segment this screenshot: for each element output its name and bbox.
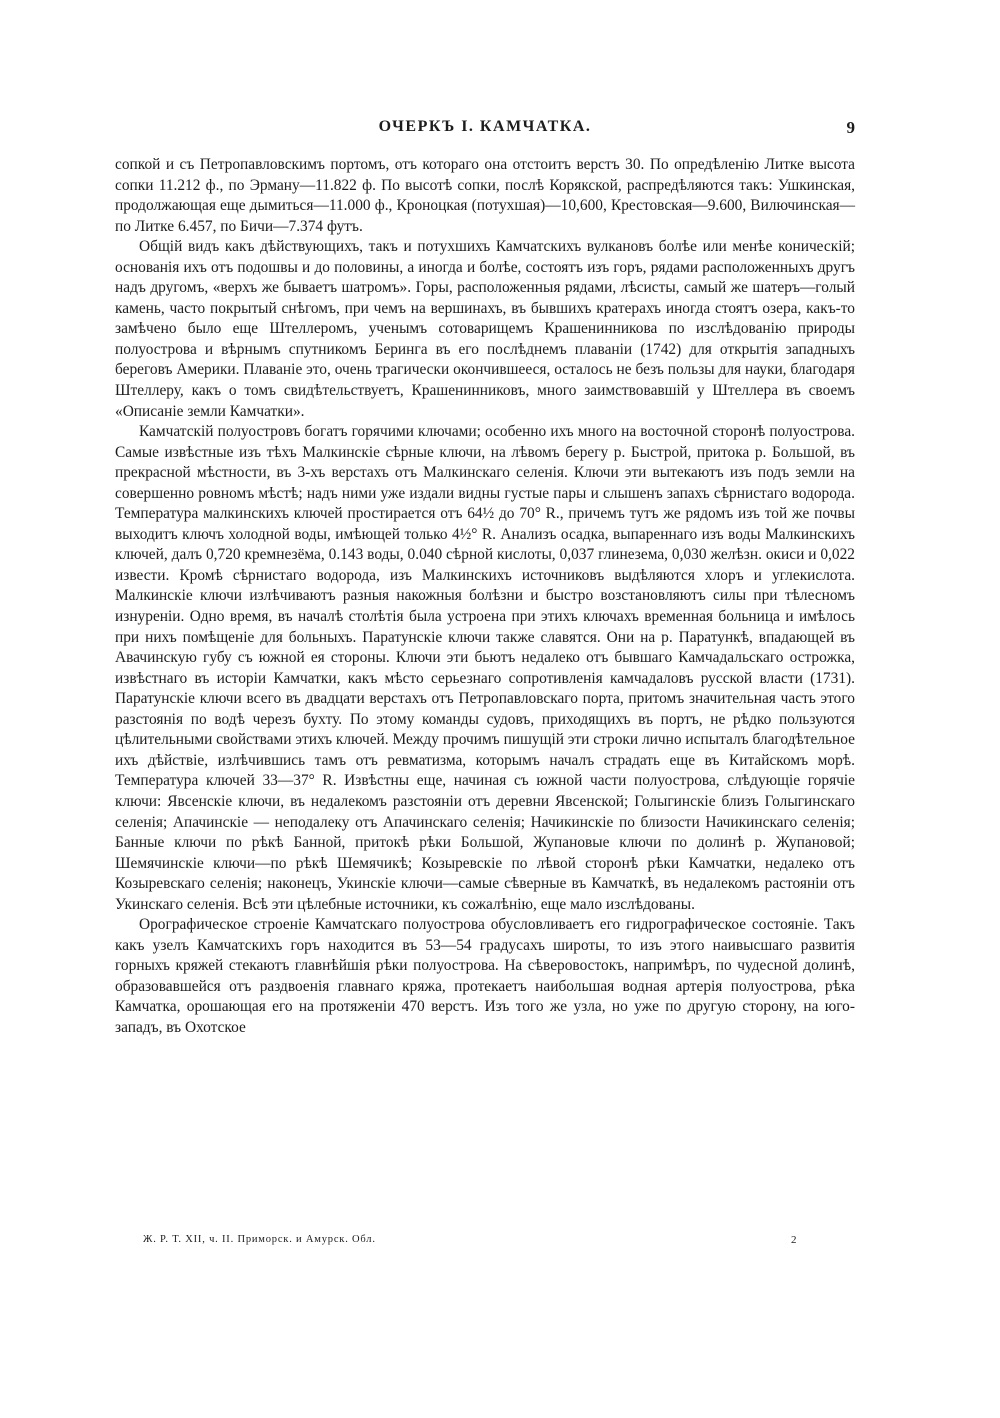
paragraph-4: Орографическое строеніе Камчатскаго полуострова обусловливаетъ его гидрографическое состояніе. Такъ какъ узелъ Камчатскихъ горъ находится въ 53—54 градусахъ широты, то изъ этого наивысшаго развитія горныхъ кряжей стекаютъ главнѣйшія рѣки полуострова. На сѣверовостокъ, напримѣръ, по чудесной долинѣ, образовавшейся отъ раздвоенія главнаго кряжа, протекаетъ наибольшая водная артерія полуострова, рѣка Камчатка, орошающая его на протяженіи 470 верстъ. Изъ того же узла, но уже по другую сторону, на юго-западъ, въ Охотское <box>115 916 855 1036</box>
page-header <box>115 118 855 142</box>
document-page <box>115 0 855 1418</box>
body-text <box>115 155 855 1039</box>
page-number: 9 <box>846 118 855 137</box>
paragraph-1: сопкой и съ Петропавловскимъ портомъ, отъ котораго она отстоитъ верстъ 30. По опредѣленію Литке высота сопки 11.212 ф., по Эрману—11.822 ф. По высотѣ сопки, послѣ Корякской, распредѣляются такъ: Ушкинская, продолжающая еще дымиться—11.000 ф., Кроноцкая (потухшая)—10,600, Крестовская—9.600, Вилючинская—по Литке 6.457, по Бичи—7.374 футъ. <box>115 156 855 235</box>
paragraph-2: Общій видъ какъ дѣйствующихъ, такъ и потухшихъ Камчатскихъ вулкановъ болѣе или менѣе коническій; основанія ихъ отъ подошвы и до половины, а иногда и болѣе, состоятъ изъ горъ, рядами расположенныхъ другъ надъ другомъ, «верхъ же бываетъ шатромъ». Горы, расположенныя рядами, лѣсисты, самый же шатеръ—голый камень, часто покрытый снѣгомъ, при чемъ на вершинахъ, въ бывшихъ кратерахъ иногда стоятъ озера, какъ-то замѣчено было еще Штеллеромъ, ученымъ сотоварищемъ Крашенинникова по изслѣдованію природы полуострова и вѣрнымъ спутникомъ Беринга въ его послѣднемъ плаваніи (1742) для открытія западныхъ береговъ Америки. Плаваніе это, очень трагически окончившееся, осталось не безъ пользы для науки, благодаря Штеллеру, какъ о томъ свидѣтельствуетъ, Крашенинниковъ, много заимствовавшій у Штеллера въ своемъ «Описаніе земли Камчатки». <box>115 238 855 420</box>
paragraph-3: Камчатскій полуостровъ богатъ горячими ключами; особенно ихъ много на восточной сторонѣ полуострова. Самые извѣстные изъ тѣхъ Малкинскіе сѣрные ключи, на лѣвомъ берегу р. Быстрой, притока р. Большой, въ прекрасной мѣстности, въ 3-хъ верстахъ отъ Малкинскаго селенія. Ключи эти вытекаютъ изъ подъ земли на совершенно ровномъ мѣстѣ; надъ ними уже издали видны густые пары и слышенъ запахъ сѣрнистаго водорода. Температура малкинскихъ ключей простирается отъ 64½ до 70° R., причемъ тутъ же рядомъ изъ той же почвы выходитъ ключъ холодной воды, имѣющей только 4½° R. Анализъ осадка, выпареннаго изъ воды Малкинскихъ ключей, далъ 0,720 кремнезёма, 0.143 воды, 0.040 сѣрной кислоты, 0,037 глинезема, 0,030 желѣзн. окиси и 0,022 извести. Кромѣ сѣрнистаго водорода, изъ Малкинскихъ источниковъ выдѣляются хлоръ и углекислота. Малкинскіе ключи излѣчиваютъ разныя накожныя болѣзни и быстро возстановляютъ силы при тѣлесномъ изнуреніи. Одно время, въ началѣ столѣтія была устроена при этихъ ключахъ временная больница и имѣлось при нихъ помѣщеніе для больныхъ. Паратунскіе ключи также славятся. Они на р. Паратункѣ, впадающей въ Авачинскую губу съ южной ея стороны. Ключи эти бьютъ недалеко отъ бывшаго Камчадальскаго острожка, извѣстнаго въ исторіи Камчатки, какъ мѣсто серьезнаго сопротивленія камчадаловъ русской власти (1731). Паратунскіе ключи всего въ двадцати верстахъ отъ Петропавловскаго порта, притомъ значительная часть этого разстоянія по водѣ черезъ бухту. По этому команды судовъ, приходящихъ въ портъ, не рѣдко пользуются цѣлительными свойствами этихъ ключей. Между прочимъ пишущій эти строки лично испыталъ благодѣтельное ихъ дѣйствіе, излѣчившись тамъ отъ ревматизма, которымъ началъ страдать еще въ Китайскомъ морѣ. Температура ключей 33—37° R. Извѣстны еще, начиная съ южной части полуострова, слѣдующіе горячіе ключи: Явсенскіе ключи, въ недалекомъ разстояніи отъ деревни Явсенской; Голыгинскіе близъ Голыгинскаго селенія; Апачинскіе — неподалеку отъ Апачинскаго селенія; Начикинскіе по близости Начикинскаго селенія; Банные ключи по рѣкѣ Банной, притокѣ рѣки Большой, Жупановые ключи по долинѣ р. Жупановой; Шемячинскіе ключи—по рѣкѣ Шемячикѣ; Козыревскіе по лѣвой сторонѣ рѣки Камчатки, недалеко отъ Козыревскаго селенія; наконецъ, Укинскіе ключи—самые сѣверные въ Камчаткѣ, въ недалекомъ растояніи отъ Укинскаго селенія. Всѣ эти цѣлебные источники, къ сожалѣнію, еще мало изслѣдованы. <box>115 423 855 913</box>
sheet-number: 2 <box>791 1234 798 1246</box>
running-title: ОЧЕРКЪ I. КАМЧАТКА. <box>378 118 592 135</box>
footer-signature: Ж. Р. Т. XII, ч. II. Приморск. и Амурск. Обл. <box>143 1234 376 1245</box>
page-footer <box>115 1234 855 1252</box>
